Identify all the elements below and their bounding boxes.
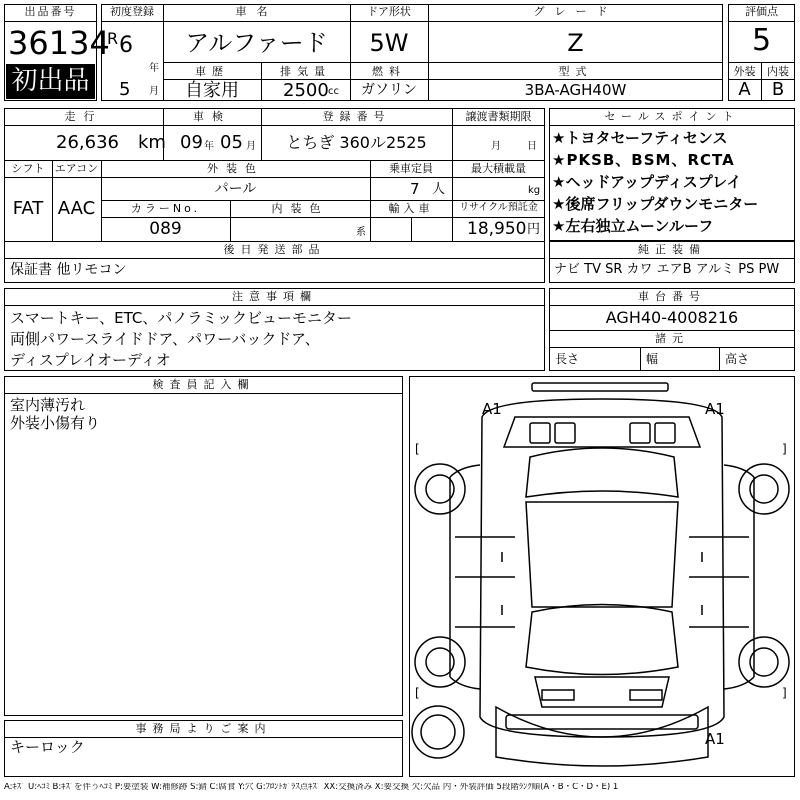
fuel-value: ガソリン: [361, 82, 417, 98]
ac-label: エアコン: [54, 162, 99, 175]
inspection-month: 05: [220, 132, 243, 153]
capacity-value: 7: [410, 180, 420, 198]
sales-point-item: ★後席フリップダウンモニター: [552, 195, 759, 213]
shift-value: FAT: [12, 198, 44, 219]
history-label: 車歴: [195, 65, 229, 78]
mileage-unit: km: [138, 132, 166, 153]
ac-value: AAC: [57, 198, 96, 219]
lot-number: 36134: [8, 24, 110, 62]
later-parts-value: 保証書 他リモコン: [10, 262, 127, 278]
grade: Z: [567, 29, 584, 57]
recycle-unit: 円: [527, 222, 541, 237]
displacement-label: 排気量: [280, 65, 331, 78]
int-color-label: 内装色: [271, 202, 329, 215]
sales-point-item: ★左右独立ムーンルーフ: [552, 217, 714, 235]
bracket-close: ]: [782, 686, 787, 700]
capacity-unit: 人: [432, 182, 446, 197]
score-label: 評価点: [745, 5, 778, 18]
sales-point-item: ★ヘッドアップディスプレイ: [552, 173, 742, 191]
fuel-label: 燃料: [372, 65, 406, 78]
recycle-label: リサイクル預託金: [459, 202, 538, 213]
interior-label: 内装: [767, 65, 789, 78]
recycle-value: 18,950: [467, 219, 527, 239]
lot-number-label: 出品番号: [24, 5, 77, 18]
first-reg-month-unit: 月: [149, 86, 159, 97]
bracket-open: [: [415, 442, 420, 456]
equipment-label: 純正装備: [638, 243, 706, 256]
later-parts-label: 後日発送部品: [223, 243, 326, 256]
capacity-label: 乗車定員: [389, 162, 433, 175]
model-code-value: 3BA-AGH40W: [524, 81, 627, 99]
grade-label: グレード: [533, 5, 618, 18]
mileage-value: 26,636: [56, 132, 119, 153]
exterior-grade: A: [738, 79, 751, 100]
door-type: 5W: [369, 29, 409, 57]
damage-mark-a1: A1: [705, 730, 725, 748]
first-reg-year: 6: [119, 33, 133, 58]
sales-point-item: ★トヨタセーフティセンス: [552, 129, 728, 147]
import-label: 輸入車: [388, 202, 434, 215]
car-name-label: 車名: [235, 5, 278, 18]
transfer-day-unit: 日: [527, 141, 537, 152]
damage-legend: A:ｷｽﾞ U:ﾍｺﾐ B:ｷｽﾞを伴うﾍｺﾐ P:要塗装 W:補修跡 S:錆 C:腐食 Y:穴 G:ﾌﾛﾝﾄｶﾞﾗｽ点ｷｽﾞ XX:交換済み X:要交換 欠:欠品 内・外装評価 5段階ﾗﾝｸ順(A・B・C・D・E) 1: [4, 783, 619, 792]
transfer-month-unit: 月: [491, 141, 501, 152]
length-label: 長さ: [555, 352, 580, 366]
reg-no-label: 登録番号: [322, 110, 391, 123]
color-no-label: カラーNo.: [130, 202, 201, 215]
equipment-value: ナビ TV SR カワ エアB アルミ PS PW: [554, 262, 780, 277]
chassis-number: AGH40-4008216: [605, 308, 739, 327]
sales-point-item: ★PKSB、BSM、RCTA: [552, 151, 735, 169]
int-color-unit: 系: [356, 227, 366, 238]
notes-label: 注意事項欄: [232, 290, 317, 303]
max-load-label: 最大積載量: [471, 162, 526, 175]
transfer-label: 譲渡書類期限: [465, 110, 532, 123]
inspection-year: 09: [180, 132, 203, 153]
shift-label: シフト: [11, 162, 45, 175]
displacement-value: 2500: [283, 80, 329, 101]
car-outline-diagram: [410, 377, 794, 776]
damage-mark-a1: A1: [705, 400, 725, 418]
chassis-label: 車台番号: [638, 290, 706, 303]
history-value: 自家用: [185, 80, 239, 101]
bracket-close: ]: [782, 442, 787, 456]
damage-mark-a1: A1: [482, 400, 502, 418]
vehicle-diagram: [409, 376, 795, 777]
max-load-unit: kg: [528, 185, 541, 196]
inspection-month-unit: 月: [246, 141, 256, 152]
score-value: 5: [751, 23, 772, 58]
inspection-label: 車検: [193, 110, 231, 123]
office-label: 事務局よりご案内: [135, 722, 272, 735]
inspector-text: 室内薄汚れ 外装小傷有り: [10, 396, 101, 432]
exterior-label: 外装: [733, 65, 756, 78]
height-label: 高さ: [725, 352, 750, 366]
inspection-year-unit: 年: [204, 141, 214, 152]
sales-points-label: セールスポイント: [604, 110, 740, 123]
door-label: ドア形状: [367, 5, 411, 18]
width-label: 幅: [646, 352, 659, 366]
dims-label: 諸元: [655, 332, 689, 345]
model-code-label: 型式: [558, 65, 593, 78]
first-reg-label: 初度登録: [110, 5, 154, 18]
reg-no-value: とちぎ 360ル2525: [286, 133, 427, 152]
displacement-unit: cc: [328, 86, 339, 97]
inspector-label: 検査員記入欄: [152, 378, 255, 391]
color-no-value: 089: [149, 219, 182, 239]
notes-text: スマートキー、ETC、パノラミックビューモニター 両側パワースライドドア、パワーバックドア、 ディスプレイオーディオ: [10, 309, 353, 369]
era-letter: R: [107, 29, 119, 48]
first-listing-text: 初出品: [11, 66, 90, 96]
first-reg-month: 5: [119, 79, 131, 100]
car-name: アルファード: [185, 29, 328, 57]
first-reg-year-unit: 年: [149, 63, 159, 74]
mileage-label: 走行: [64, 110, 103, 123]
interior-grade: B: [771, 79, 785, 100]
bracket-open: [: [415, 686, 420, 700]
office-text: キーロック: [10, 738, 85, 756]
ext-color-value: パール: [214, 181, 257, 197]
ext-color-label: 外装色: [207, 162, 264, 175]
